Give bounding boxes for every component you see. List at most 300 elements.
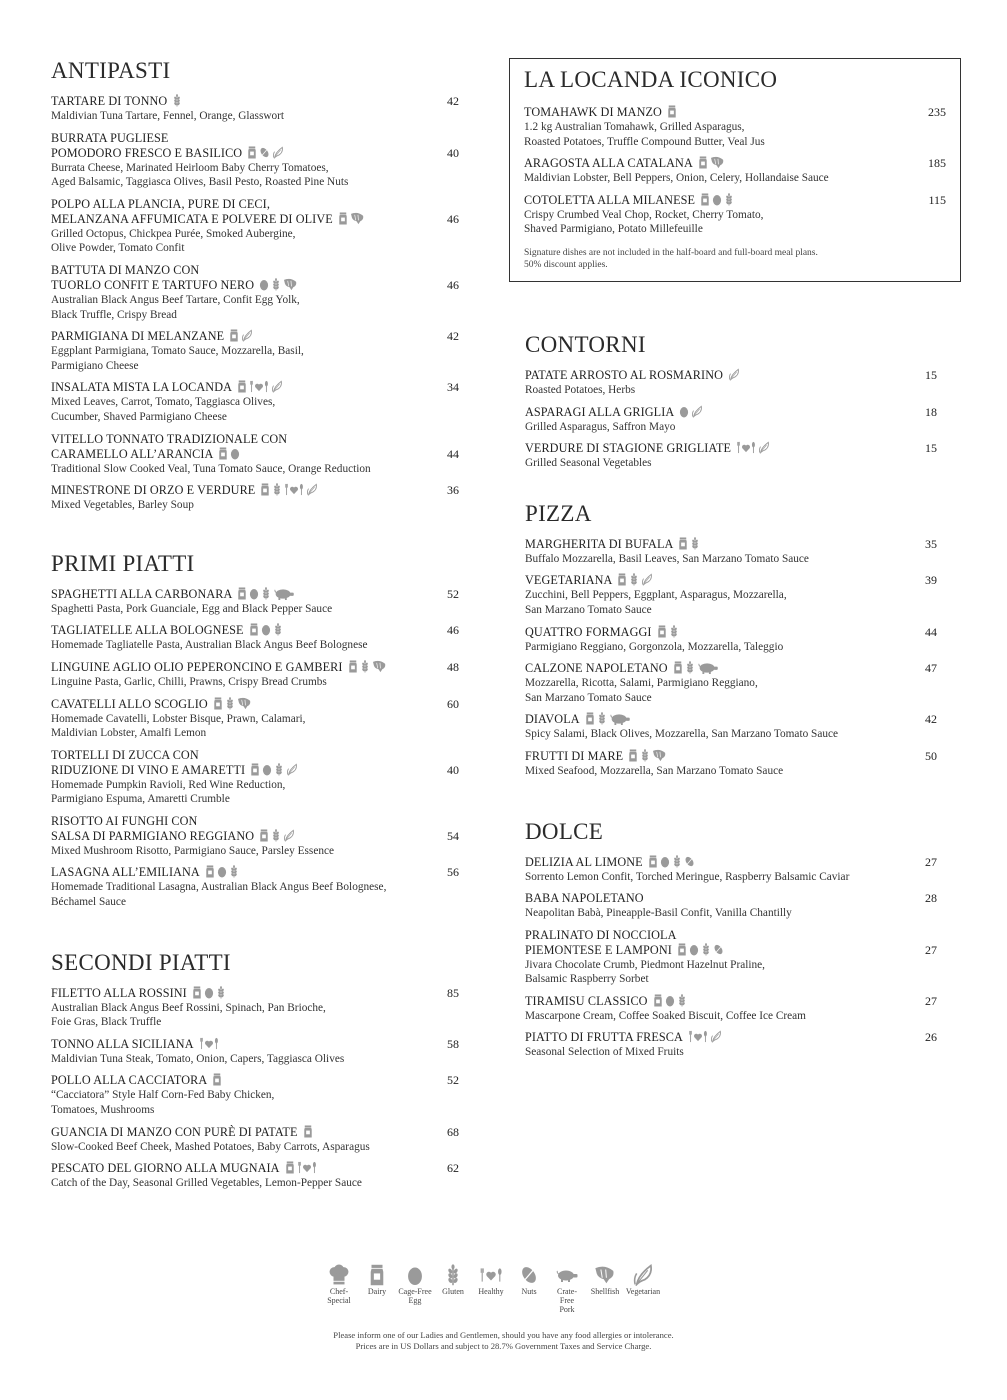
item-name	[51, 865, 419, 880]
dairy-icon	[617, 573, 627, 586]
item-description: Foie Gras, Black Truffle	[51, 1016, 162, 1029]
vegetarian-icon	[758, 441, 770, 454]
menu-item	[51, 660, 459, 690]
iconico-note	[524, 247, 946, 271]
item-name	[51, 697, 419, 712]
item-description: “Cacciatora” Style Half Corn-Fed Baby Chicken,	[51, 1089, 275, 1102]
allergen-icons	[285, 1161, 317, 1174]
legend-label-line: Crate-Free	[557, 1287, 577, 1305]
section-title: LA LOCANDA ICONICO	[524, 67, 778, 92]
shellfish-icon	[237, 697, 252, 710]
legend-label	[322, 1287, 356, 1305]
item-name	[51, 432, 419, 462]
shellfish-icon	[710, 156, 725, 169]
dairy-icon	[348, 660, 358, 673]
pork-icon	[556, 1264, 578, 1286]
dairy-icon	[218, 447, 228, 460]
menu-item	[51, 483, 459, 513]
allergen-icons	[218, 447, 240, 460]
item-description: Parmigiano Espuma, Amaretti Crumble	[51, 793, 230, 806]
dairy-icon	[229, 329, 239, 342]
menu-item	[51, 623, 459, 653]
item-description: Homemade Tagliatelle Pasta, Australian Black Angus Beef Bolognese	[51, 639, 368, 652]
iconico-note-line: Signature dishes are not included in the half-board and full-board meal plans.	[524, 247, 818, 258]
item-name	[525, 625, 897, 640]
gluten-icon	[672, 855, 682, 868]
item-name-line	[51, 697, 419, 712]
menu-item	[51, 1037, 459, 1067]
item-name-text: COTOLETTA ALLA MILANESE	[524, 192, 696, 207]
allergen-icons	[648, 855, 695, 868]
allergen-icons	[700, 193, 734, 206]
menu-item	[51, 1073, 459, 1117]
item-name-line	[525, 712, 897, 727]
item-name-line	[51, 587, 419, 602]
item-name-line	[525, 441, 897, 456]
item-name-line	[51, 1161, 419, 1176]
item-name-text: PIATTO DI FRUTTA FRESCA	[525, 1030, 683, 1045]
item-name	[51, 263, 419, 293]
item-description: Cucumber, Shaved Parmigiano Cheese	[51, 410, 227, 423]
item-name	[51, 483, 419, 498]
dairy-icon	[667, 105, 677, 118]
gluten-icon	[273, 623, 283, 636]
item-name-text: ARAGOSTA ALLA CATALANA	[524, 156, 693, 171]
nuts-icon	[518, 1264, 540, 1286]
gluten-icon	[271, 829, 281, 842]
footer-note	[0, 1330, 1007, 1352]
menu-section	[51, 58, 459, 513]
dairy-icon	[673, 661, 683, 674]
section-title: SECONDI PIATTI	[51, 949, 231, 975]
vegetarian-icon	[691, 405, 703, 418]
item-name	[525, 661, 897, 676]
allergen-icons	[677, 943, 724, 956]
item-price: 40	[447, 762, 459, 777]
allergen-icons	[250, 763, 298, 776]
allergen-icons	[259, 278, 298, 291]
item-description: Burrata Cheese, Marinated Heirloom Baby Cherry Tomatoes,	[51, 161, 329, 174]
item-price: 46	[447, 277, 459, 292]
gluten-icon	[669, 625, 679, 638]
item-name-line	[51, 1125, 419, 1140]
item-description: Jivara Chocolate Crumb, Piedmont Hazelnut Praline,	[525, 958, 766, 971]
vegetarian-icon	[272, 146, 284, 159]
item-name	[51, 1073, 419, 1088]
item-name-text: ASPARAGI ALLA GRIGLIA	[525, 404, 675, 419]
gluten-icon	[229, 865, 239, 878]
vegetarian-icon	[286, 763, 298, 776]
item-description: Shaved Parmigiano, Potato Millefeuille	[524, 223, 703, 236]
item-description: Neapolitan Babà, Pineapple-Basil Confit, Vanilla Chantilly	[525, 907, 792, 920]
gluten-icon	[724, 193, 734, 206]
item-description: Australian Black Angus Beef Tartare, Confit Egg Yolk,	[51, 293, 300, 306]
menu-item	[525, 712, 937, 742]
menu-item	[51, 1161, 459, 1191]
item-description: Mascarpone Cream, Coffee Soaked Biscuit, Coffee Ice Cream	[525, 1009, 806, 1022]
item-price: 28	[925, 891, 937, 906]
menu-item	[525, 928, 937, 987]
section-title: ANTIPASTI	[51, 58, 171, 83]
dairy-icon	[285, 1161, 295, 1174]
item-description: Roasted Potatoes, Herbs	[525, 383, 636, 396]
item-price: 15	[925, 441, 937, 456]
egg-icon	[404, 1264, 426, 1286]
left-column	[51, 58, 459, 1221]
item-description: Parmigiano Cheese	[51, 359, 139, 372]
allergen-icons	[657, 625, 679, 638]
dairy-icon	[260, 483, 270, 496]
dairy-icon	[192, 986, 202, 999]
menu-section	[525, 332, 937, 471]
legend-item	[436, 1264, 470, 1314]
item-name-line	[524, 105, 946, 120]
iconico-note-line: 50% discount applies.	[524, 259, 608, 270]
legend-label	[442, 1287, 464, 1296]
item-name	[524, 156, 946, 171]
dairy-icon	[657, 625, 667, 638]
item-name-line	[51, 814, 419, 829]
item-name	[51, 623, 419, 638]
dairy-icon	[366, 1264, 388, 1286]
item-description: Balsamic Raspberry Sorbet	[525, 973, 649, 986]
item-price: 39	[925, 573, 937, 588]
item-price: 27	[925, 942, 937, 957]
gluten-icon	[225, 697, 235, 710]
item-description: Tomatoes, Mushrooms	[51, 1104, 155, 1117]
item-description: Mozzarella, Ricotta, Salami, Parmigiano Reggiano,	[525, 677, 758, 690]
gluten-icon	[640, 749, 650, 762]
item-name-line	[51, 263, 419, 278]
item-price: 34	[447, 380, 459, 395]
allergen-icons	[303, 1125, 313, 1138]
item-description: Mixed Vegetables, Barley Soup	[51, 499, 194, 512]
dairy-icon	[249, 623, 259, 636]
item-price: 27	[925, 854, 937, 869]
item-price: 44	[447, 446, 459, 461]
gluten-icon	[690, 537, 700, 550]
item-description: Aged Balsamic, Taggiasca Olives, Basil Pesto, Roasted Pine Nuts	[51, 176, 349, 189]
legend-item	[588, 1264, 622, 1314]
egg-icon	[217, 865, 227, 878]
legend-label-line: Egg	[408, 1296, 422, 1305]
nuts-icon	[713, 943, 724, 956]
item-price: 60	[447, 696, 459, 711]
item-name	[51, 380, 419, 395]
allergen-icons	[247, 146, 284, 159]
gluten-icon	[274, 763, 284, 776]
gluten-icon	[597, 712, 607, 725]
legend-label-line: Gluten	[442, 1287, 464, 1296]
allergen-icons	[736, 441, 770, 454]
item-name-line	[51, 1073, 419, 1088]
shellfish-icon	[372, 660, 387, 673]
pork-icon	[273, 587, 295, 600]
allergen-icons	[237, 380, 283, 393]
legend-item	[398, 1264, 432, 1314]
allergen-icons	[213, 697, 252, 710]
gluten-icon	[360, 660, 370, 673]
footer-line: Prices are in US Dollars and subject to 28.7% Government Taxes and Service Charge.	[355, 1341, 652, 1351]
legend-label	[591, 1287, 619, 1296]
item-name	[525, 441, 897, 456]
dairy-icon	[653, 994, 663, 1007]
menu-item	[51, 1125, 459, 1155]
menu-item	[525, 855, 937, 885]
item-name	[524, 193, 946, 208]
item-name-line	[51, 197, 419, 212]
legend-item	[512, 1264, 546, 1314]
item-name-text: PATATE ARROSTO AL ROSMARINO	[525, 367, 724, 382]
item-name-text: TORTELLI DI ZUCCA CON	[51, 747, 199, 762]
dairy-icon	[700, 193, 710, 206]
item-name	[525, 994, 897, 1009]
item-name	[51, 748, 419, 778]
item-name-text: MINESTRONE DI ORZO E VERDURE	[51, 483, 256, 498]
item-name	[51, 587, 419, 602]
allergen-icons	[199, 1037, 219, 1050]
menu-item	[525, 749, 937, 779]
item-name	[525, 368, 897, 383]
legend-label	[368, 1287, 386, 1296]
shellfish-icon	[283, 278, 298, 291]
item-name	[524, 105, 946, 120]
dairy-icon	[303, 1125, 313, 1138]
item-description: Black Truffle, Crispy Bread	[51, 308, 177, 321]
item-price: 35	[925, 536, 937, 551]
item-price: 40	[447, 145, 459, 160]
item-description: Australian Black Angus Beef Rossini, Spinach, Pan Brioche,	[51, 1001, 326, 1014]
menu-item	[51, 131, 459, 190]
iconico-box	[509, 58, 961, 282]
nuts-icon	[259, 146, 270, 159]
item-name-line	[51, 865, 419, 880]
item-price: 44	[925, 624, 937, 639]
allergen-icons	[212, 1073, 222, 1086]
menu-item	[51, 865, 459, 909]
item-name	[51, 1037, 419, 1052]
item-name-text: PARMIGIANA DI MELANZANE	[51, 329, 225, 344]
gluten-icon	[261, 587, 271, 600]
item-description: Spaghetti Pasta, Pork Guanciale, Egg and Black Pepper Sauce	[51, 602, 333, 615]
item-name-line	[51, 483, 419, 498]
item-price: 36	[447, 483, 459, 498]
legend-label-line: Cage-Free	[398, 1287, 432, 1296]
item-name	[51, 814, 419, 844]
item-description: Mixed Leaves, Carrot, Tomato, Taggiasca Olives,	[51, 396, 276, 409]
item-name-line	[525, 368, 897, 383]
menu-item	[525, 661, 937, 705]
item-name-line	[525, 1030, 897, 1045]
gluten-icon	[685, 661, 695, 674]
item-name-text: DIAVOLA	[525, 712, 580, 727]
egg-icon	[261, 623, 271, 636]
item-name-text: TIRAMISU CLASSICO	[525, 993, 648, 1008]
menu-item	[525, 537, 937, 567]
allergen-icons	[249, 623, 283, 636]
item-price: 46	[447, 623, 459, 638]
legend-label	[550, 1287, 584, 1314]
item-name-line	[51, 146, 419, 161]
item-description: Eggplant Parmigiana, Tomato Sauce, Mozzarella, Basil,	[51, 345, 304, 358]
item-name	[51, 131, 419, 161]
menu-item	[51, 329, 459, 373]
vegetarian-icon	[241, 329, 253, 342]
dairy-icon	[247, 146, 257, 159]
item-name-text: LINGUINE AGLIO OLIO PEPERONCINO E GAMBERI	[51, 659, 343, 674]
allergen-icons	[653, 994, 687, 1007]
allergen-icons	[679, 405, 703, 418]
dairy-icon	[338, 212, 348, 225]
dairy-icon	[250, 763, 260, 776]
allergen-icons	[338, 212, 365, 225]
egg-icon	[259, 278, 269, 291]
dairy-icon	[585, 712, 595, 725]
item-name	[525, 405, 897, 420]
vegetarian-icon	[632, 1264, 654, 1286]
item-name	[525, 891, 897, 906]
allergen-icons	[698, 156, 725, 169]
item-name-text: MARGHERITA DI BUFALA	[525, 536, 674, 551]
item-name-text: TONNO ALLA SICILIANA	[51, 1036, 194, 1051]
item-description: Maldivian Lobster, Amalfi Lemon	[51, 727, 207, 740]
item-description: Grilled Seasonal Vegetables	[525, 457, 652, 470]
item-description: 1.2 kg Australian Tomahawk, Grilled Asparagus,	[524, 121, 745, 133]
dairy-icon	[205, 865, 215, 878]
menu-item	[524, 193, 946, 237]
egg-icon	[660, 855, 670, 868]
item-name	[51, 197, 419, 227]
item-description: Grilled Octopus, Chickpea Purée, Smoked Aubergine,	[51, 227, 296, 240]
legend-label-line: Dairy	[367, 1287, 387, 1296]
item-name	[51, 1125, 419, 1140]
item-description: Homemade Cavatelli, Lobster Bisque, Prawn, Calamari,	[51, 712, 306, 725]
item-description: Maldivian Lobster, Bell Peppers, Onion, Celery, Hollandaise Sauce	[524, 172, 829, 185]
item-price: 26	[925, 1030, 937, 1045]
allergen-icons	[172, 94, 182, 107]
shellfish-icon	[350, 212, 365, 225]
item-name-line	[51, 329, 419, 344]
item-name-line	[51, 380, 419, 395]
item-description: Olive Powder, Tomato Confit	[51, 242, 185, 255]
menu-item	[525, 625, 937, 655]
item-name-line	[51, 763, 419, 778]
allergen-icons	[585, 712, 631, 725]
gluten-icon	[172, 94, 182, 107]
item-description: Spicy Salami, Black Olives, Mozzarella, San Marzano Tomato Sauce	[525, 728, 839, 741]
healthy-icon	[688, 1030, 708, 1043]
gluten-icon	[442, 1264, 464, 1286]
legend-label	[478, 1287, 503, 1296]
menu-item	[525, 891, 937, 921]
allergen-icons	[688, 1030, 722, 1043]
egg-icon	[249, 587, 259, 600]
item-name-line	[51, 432, 419, 447]
item-price: 52	[447, 586, 459, 601]
item-description: Slow-Cooked Beef Cheek, Mashed Potatoes, Baby Carrots, Asparagus	[51, 1140, 370, 1153]
item-name-line	[525, 625, 897, 640]
item-description: Homemade Pumpkin Ravioli, Red Wine Reduction,	[51, 778, 286, 791]
healthy-icon	[480, 1264, 502, 1286]
legend-label	[521, 1287, 536, 1296]
shellfish-icon	[652, 749, 667, 762]
item-name-line	[51, 623, 419, 638]
menu-item	[51, 986, 459, 1030]
item-description: Mixed Seafood, Mozzarella, San Marzano Tomato Sauce	[525, 764, 784, 777]
allergen-icons	[678, 537, 700, 550]
item-name-text: POLPO ALLA PLANCIA, PURE DI CECI,	[51, 196, 270, 211]
menu-item	[51, 697, 459, 741]
legend-label-line: Chef-Special	[327, 1287, 351, 1305]
vegetarian-icon	[728, 368, 740, 381]
item-name-text: MELANZANA AFFUMICATA E POLVERE DI OLIVE	[51, 211, 333, 226]
item-price: 185	[928, 156, 946, 171]
egg-icon	[679, 405, 689, 418]
menu-item	[525, 368, 937, 398]
item-price: 56	[447, 865, 459, 880]
menu-item	[524, 156, 946, 186]
section-title: PIZZA	[525, 500, 592, 526]
item-name-text: PIEMONTESE E LAMPONI	[525, 942, 672, 957]
item-name-line	[525, 994, 897, 1009]
item-name-line	[51, 1037, 419, 1052]
shellfish-icon	[594, 1264, 616, 1286]
vegetarian-icon	[283, 829, 295, 842]
item-name-text: GUANCIA DI MANZO CON PURÈ DI PATATE	[51, 1124, 298, 1139]
item-name-text: BURRATA PUGLIESE	[51, 130, 169, 145]
item-name-text: BATTUTA DI MANZO CON	[51, 262, 200, 277]
item-name	[51, 660, 419, 675]
item-price: 115	[928, 192, 946, 207]
menu-item	[51, 263, 459, 322]
vegetarian-icon	[641, 573, 653, 586]
item-name	[525, 928, 897, 958]
item-price: 42	[447, 329, 459, 344]
item-name-text: QUATTRO FORMAGGI	[525, 624, 652, 639]
item-name-text: FILETTO ALLA ROSSINI	[51, 985, 187, 1000]
item-name	[525, 712, 897, 727]
allergen-icons	[667, 105, 677, 118]
item-name-line	[525, 661, 897, 676]
footer-line: Please inform one of our Ladies and Gentlemen, should you have any food allergies or intolerance.	[333, 1330, 674, 1340]
item-price: 27	[925, 993, 937, 1008]
item-description: Grilled Asparagus, Saffron Mayo	[525, 420, 676, 433]
item-name-text: TAGLIATELLE ALLA BOLOGNESE	[51, 623, 244, 638]
item-description: Buffalo Mozzarella, Basil Leaves, San Marzano Tomato Sauce	[525, 552, 809, 565]
allergen-legend	[322, 1264, 660, 1314]
item-name	[51, 986, 419, 1001]
item-description: Roasted Potatoes, Truffle Compound Butter, Veal Jus	[524, 135, 765, 148]
item-description: Crispy Crumbed Veal Chop, Rocket, Cherry Tomato,	[524, 208, 764, 221]
item-name-line	[525, 928, 897, 943]
healthy-icon	[736, 441, 756, 454]
healthy-icon	[199, 1037, 219, 1050]
menu-item	[525, 405, 937, 435]
chef-icon	[328, 1264, 350, 1286]
menu-item	[51, 380, 459, 424]
item-price: 47	[925, 661, 937, 676]
menu-item	[51, 814, 459, 859]
legend-item	[550, 1264, 584, 1314]
pork-icon	[697, 661, 719, 674]
item-name-line	[524, 193, 946, 208]
item-name-text: SALSA DI PARMIGIANO REGGIANO	[51, 828, 255, 843]
item-name-text: VEGETARIANA	[525, 573, 613, 588]
item-price: 15	[925, 367, 937, 382]
item-name-text: SPAGHETTI ALLA CARBONARA	[51, 586, 233, 601]
item-price: 235	[928, 105, 946, 119]
item-name	[51, 329, 419, 344]
